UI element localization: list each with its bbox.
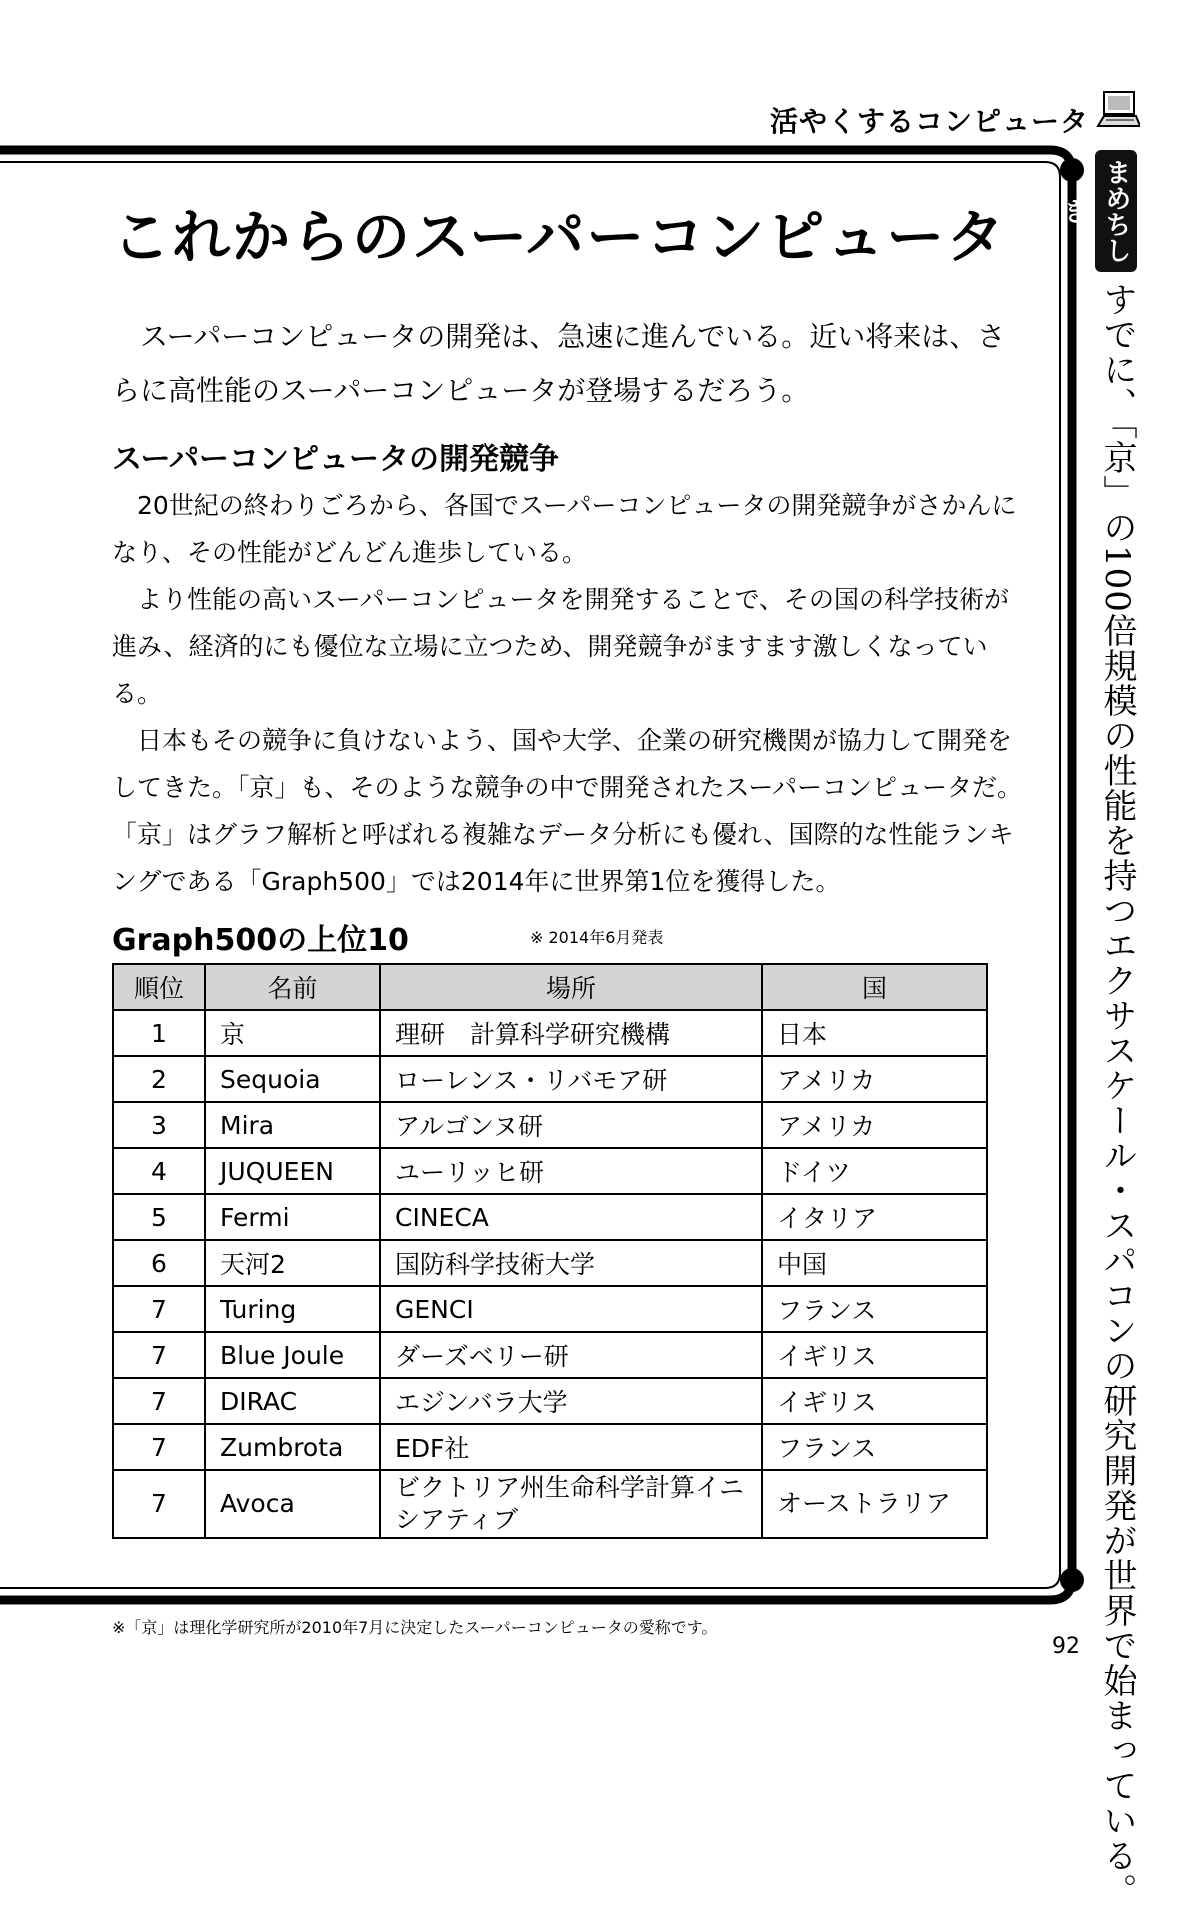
cell-location: ダーズベリー研 (380, 1332, 762, 1378)
page-number: 92 (1052, 1634, 1080, 1659)
cell-location: GENCI (380, 1286, 762, 1332)
table-row (113, 1332, 987, 1378)
cell-country: イギリス (762, 1332, 987, 1378)
cell-country: イギリス (762, 1378, 987, 1424)
cell-rank: 7 (113, 1378, 205, 1424)
cell-rank: 7 (113, 1424, 205, 1470)
ranking-table (112, 963, 988, 1539)
cell-name: JUQUEEN (205, 1148, 380, 1194)
header-name: 名前 (205, 964, 380, 1010)
cell-country: ドイツ (762, 1148, 987, 1194)
cell-location: アルゴンヌ研 (380, 1102, 762, 1148)
table-row (113, 1286, 987, 1332)
cell-name: Avoca (205, 1470, 380, 1538)
cell-name: Zumbrota (205, 1424, 380, 1470)
table-row (113, 1194, 987, 1240)
cell-rank: 2 (113, 1056, 205, 1102)
cell-location: ビクトリア州生命科学計算イニシアティブ (380, 1470, 762, 1538)
cell-name: Mira (205, 1102, 380, 1148)
header-location: 場所 (380, 964, 762, 1010)
table-row (113, 1424, 987, 1470)
page-title: これからのスーパーコンピュータ (112, 203, 1007, 271)
chapter-title: 活やくするコンピュータ (770, 105, 1090, 138)
cell-location: 国防科学技術大学 (380, 1240, 762, 1286)
cell-country: アメリカ (762, 1056, 987, 1102)
cell-country: フランス (762, 1424, 987, 1470)
cell-location: エジンバラ大学 (380, 1378, 762, 1424)
lead-paragraph: スーパーコンピュータの開発は、急速に進んでいる。近い将来は、さらに高性能のスーパーコンピュータが登場するだろう。 (112, 320, 1006, 407)
cell-country: アメリカ (762, 1102, 987, 1148)
cell-name: Sequoia (205, 1056, 380, 1102)
sidebar-badge: まめちしき (1095, 150, 1137, 272)
paragraph: より性能の高いスーパーコンピュータを開発することで、その国の科学技術が進み、経済的にも優位な立場に立つため、開発競争がますます激しくなっている。 (112, 585, 1010, 708)
sidebar-text: すでに、「京」の100倍規模の性能を持つエクサスケール・スパコンの研究開発が世界で始まっている。 (1097, 282, 1137, 1908)
table-header-row (113, 964, 987, 1010)
paragraph: 日本もその競争に負けないよう、国や大学、企業の研究機関が協力して開発をしてきた。「京」も、そのような競争の中で開発されたスーパーコンピュータだ。「京」はグラフ解析と呼ばれる複雑なデータ分析にも優れ、国際的な性能ランキングである「Graph500」では2014年に世界第1位を獲得した。 (112, 726, 1023, 896)
cell-rank: 3 (113, 1102, 205, 1148)
table-row (113, 1240, 987, 1286)
header-rank: 順位 (113, 964, 205, 1010)
cell-name: 天河2 (205, 1240, 380, 1286)
cell-name: Blue Joule (205, 1332, 380, 1378)
cell-country: オーストラリア (762, 1470, 987, 1538)
table-title: Graph500の上位10 (112, 923, 409, 958)
table-row (113, 1148, 987, 1194)
header-country: 国 (762, 964, 987, 1010)
laptop-icon (1096, 90, 1140, 132)
table-row (113, 1102, 987, 1148)
cell-country: 中国 (762, 1240, 987, 1286)
cell-location: ローレンス・リバモア研 (380, 1056, 762, 1102)
paragraph: 20世紀の終わりごろから、各国でスーパーコンピュータの開発競争がさかんになり、その性能がどんどん進歩している。 (112, 491, 1017, 567)
cell-name: Fermi (205, 1194, 380, 1240)
cell-country: イタリア (762, 1194, 987, 1240)
cell-country: 日本 (762, 1010, 987, 1056)
body-text (112, 482, 1032, 905)
cell-location: CINECA (380, 1194, 762, 1240)
cell-rank: 7 (113, 1470, 205, 1538)
cell-name: 京 (205, 1010, 380, 1056)
cell-location: 理研 計算科学研究機構 (380, 1010, 762, 1056)
footnote: ※「京」は理化学研究所が2010年7月に決定したスーパーコンピュータの愛称です。 (112, 1618, 718, 1637)
cell-rank: 4 (113, 1148, 205, 1194)
table-row (113, 1056, 987, 1102)
cell-location: EDF社 (380, 1424, 762, 1470)
table-row (113, 1378, 987, 1424)
table-row (113, 1470, 987, 1538)
cell-rank: 6 (113, 1240, 205, 1286)
cell-rank: 7 (113, 1286, 205, 1332)
cell-name: DIRAC (205, 1378, 380, 1424)
section-heading: スーパーコンピュータの開発競争 (112, 442, 559, 477)
cell-rank: 7 (113, 1332, 205, 1378)
cell-country: フランス (762, 1286, 987, 1332)
table-note: ※ 2014年6月発表 (530, 928, 664, 947)
cell-name: Turing (205, 1286, 380, 1332)
cell-rank: 5 (113, 1194, 205, 1240)
table-row (113, 1010, 987, 1056)
cell-location: ユーリッヒ研 (380, 1148, 762, 1194)
cell-rank: 1 (113, 1010, 205, 1056)
